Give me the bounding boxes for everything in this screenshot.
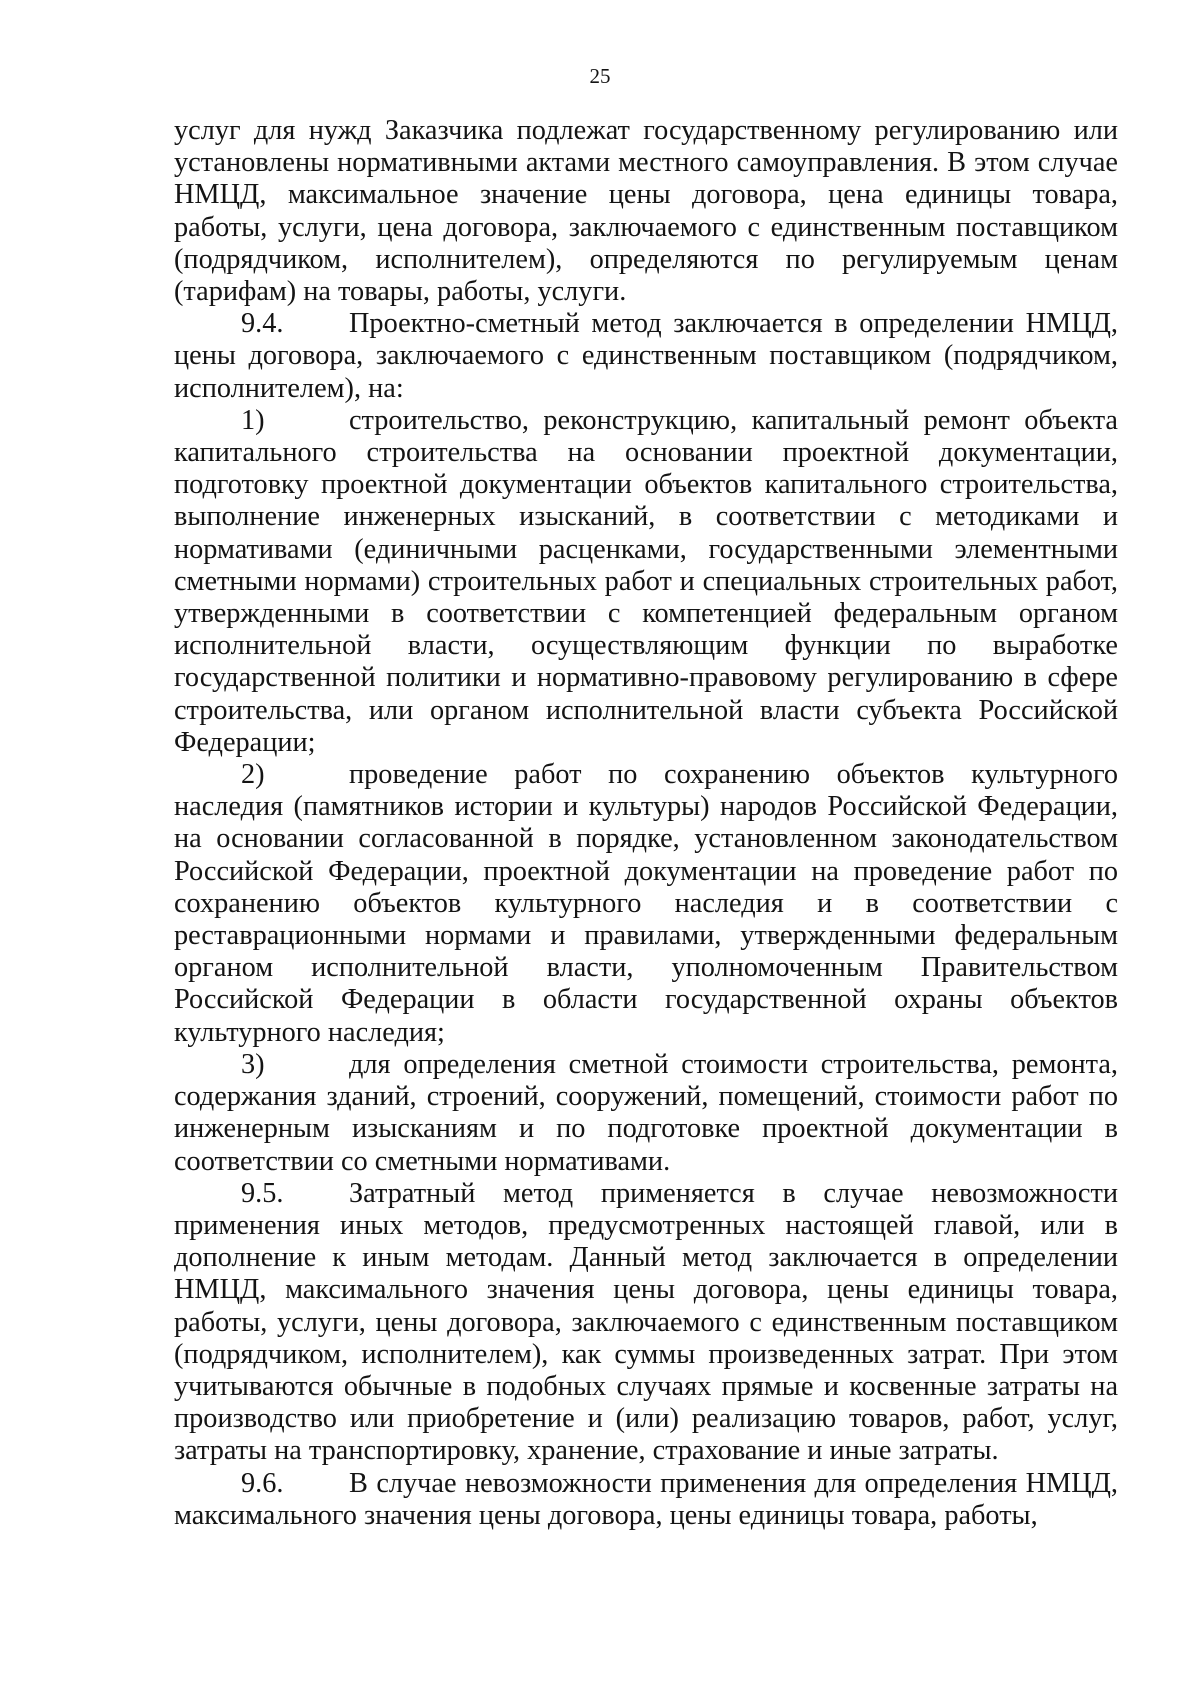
subclause-1	[174, 405, 1118, 759]
subclause-number: 2)	[241, 759, 265, 791]
clause-text: Проектно-сметный метод заключается в определении НМЦД, цены договора, заключаемого с единственным поставщиком (подрядчиком, исполнителем), на:	[174, 308, 1118, 404]
paragraph-continuation	[174, 115, 1118, 308]
clause-number: 9.6.	[241, 1467, 284, 1499]
clause-text: Затратный метод применяется в случае невозможности применения иных методов, предусмотренных настоящей главой, или в дополнение к иным методам. Данный метод заключается в определении НМЦД, максимального значения цены договора, цены единицы товара, работы, услуги, цены договора, заключаемого с единственным поставщиком (подрядчиком, исполнителем), как суммы произведенных затрат. При этом учитываются обычные в подобных случаях прямые и косвенные затраты на производство или приобретение и (или) реализацию товаров, работ, услуг, затраты на транспортировку, хранение, страхование и иные затраты.	[174, 1177, 1118, 1467]
document-body	[174, 115, 1118, 1532]
clause-9-5	[174, 1178, 1118, 1468]
clause-9-6	[174, 1468, 1118, 1532]
page-number: 25	[589, 64, 611, 88]
clause-number: 9.4.	[241, 308, 284, 340]
subclause-number: 3)	[241, 1048, 265, 1080]
subclause-3	[174, 1049, 1118, 1178]
clause-9-4	[174, 308, 1118, 405]
clause-text: В случае невозможности применения для определения НМЦД, максимального значения цены договора, цены единицы товара, работы,	[174, 1467, 1118, 1531]
subclause-number: 1)	[241, 404, 265, 436]
subclause-text: для определения сметной стоимости строительства, ремонта, содержания зданий, строений, сооружений, помещений, стоимости работ по инженерным изысканиям и по подготовке проектной документации в соответствии со сметными нормативами.	[174, 1048, 1118, 1177]
subclause-2	[174, 759, 1118, 1049]
subclause-text: строительство, реконструкцию, капитальный ремонт объекта капитального строительства на основании проектной документации, подготовку проектной документации объектов капитального строительства, выполнение инженерных изысканий, в соответствии с методиками и нормативами (единичными расценками, государственными элементными сметными нормами) строительных работ и специальных строительных работ, утвержденными в соответствии с компетенцией федеральным органом исполнительной власти, осуществляющим функции по выработке государственной политики и нормативно-правовому регулированию в сфере строительства, или органом исполнительной власти субъекта Российской Федерации;	[174, 404, 1118, 758]
clause-number: 9.5.	[241, 1177, 284, 1209]
paragraph-text: услуг для нужд Заказчика подлежат государственному регулированию или установлены нормативными актами местного самоуправления. В этом случае НМЦД, максимальное значение цены договора, цена единицы товара, работы, услуги, цена договора, заключаемого с единственным поставщиком (подрядчиком, исполнителем), определяются по регулируемым ценам (тарифам) на товары, работы, услуги.	[174, 115, 1118, 308]
subclause-text: проведение работ по сохранению объектов культурного наследия (памятников истории и культуры) народов Российской Федерации, на основании согласованной в порядке, установленном законодательством Российской Федерации, проектной документации на проведение работ по сохранению объектов культурного наследия и в соответствии с реставрационными нормами и правилами, утвержденными федеральным органом исполнительной власти, уполномоченным Правительством Российской Федерации в области государственной охраны объектов культурного наследия;	[174, 759, 1118, 1048]
